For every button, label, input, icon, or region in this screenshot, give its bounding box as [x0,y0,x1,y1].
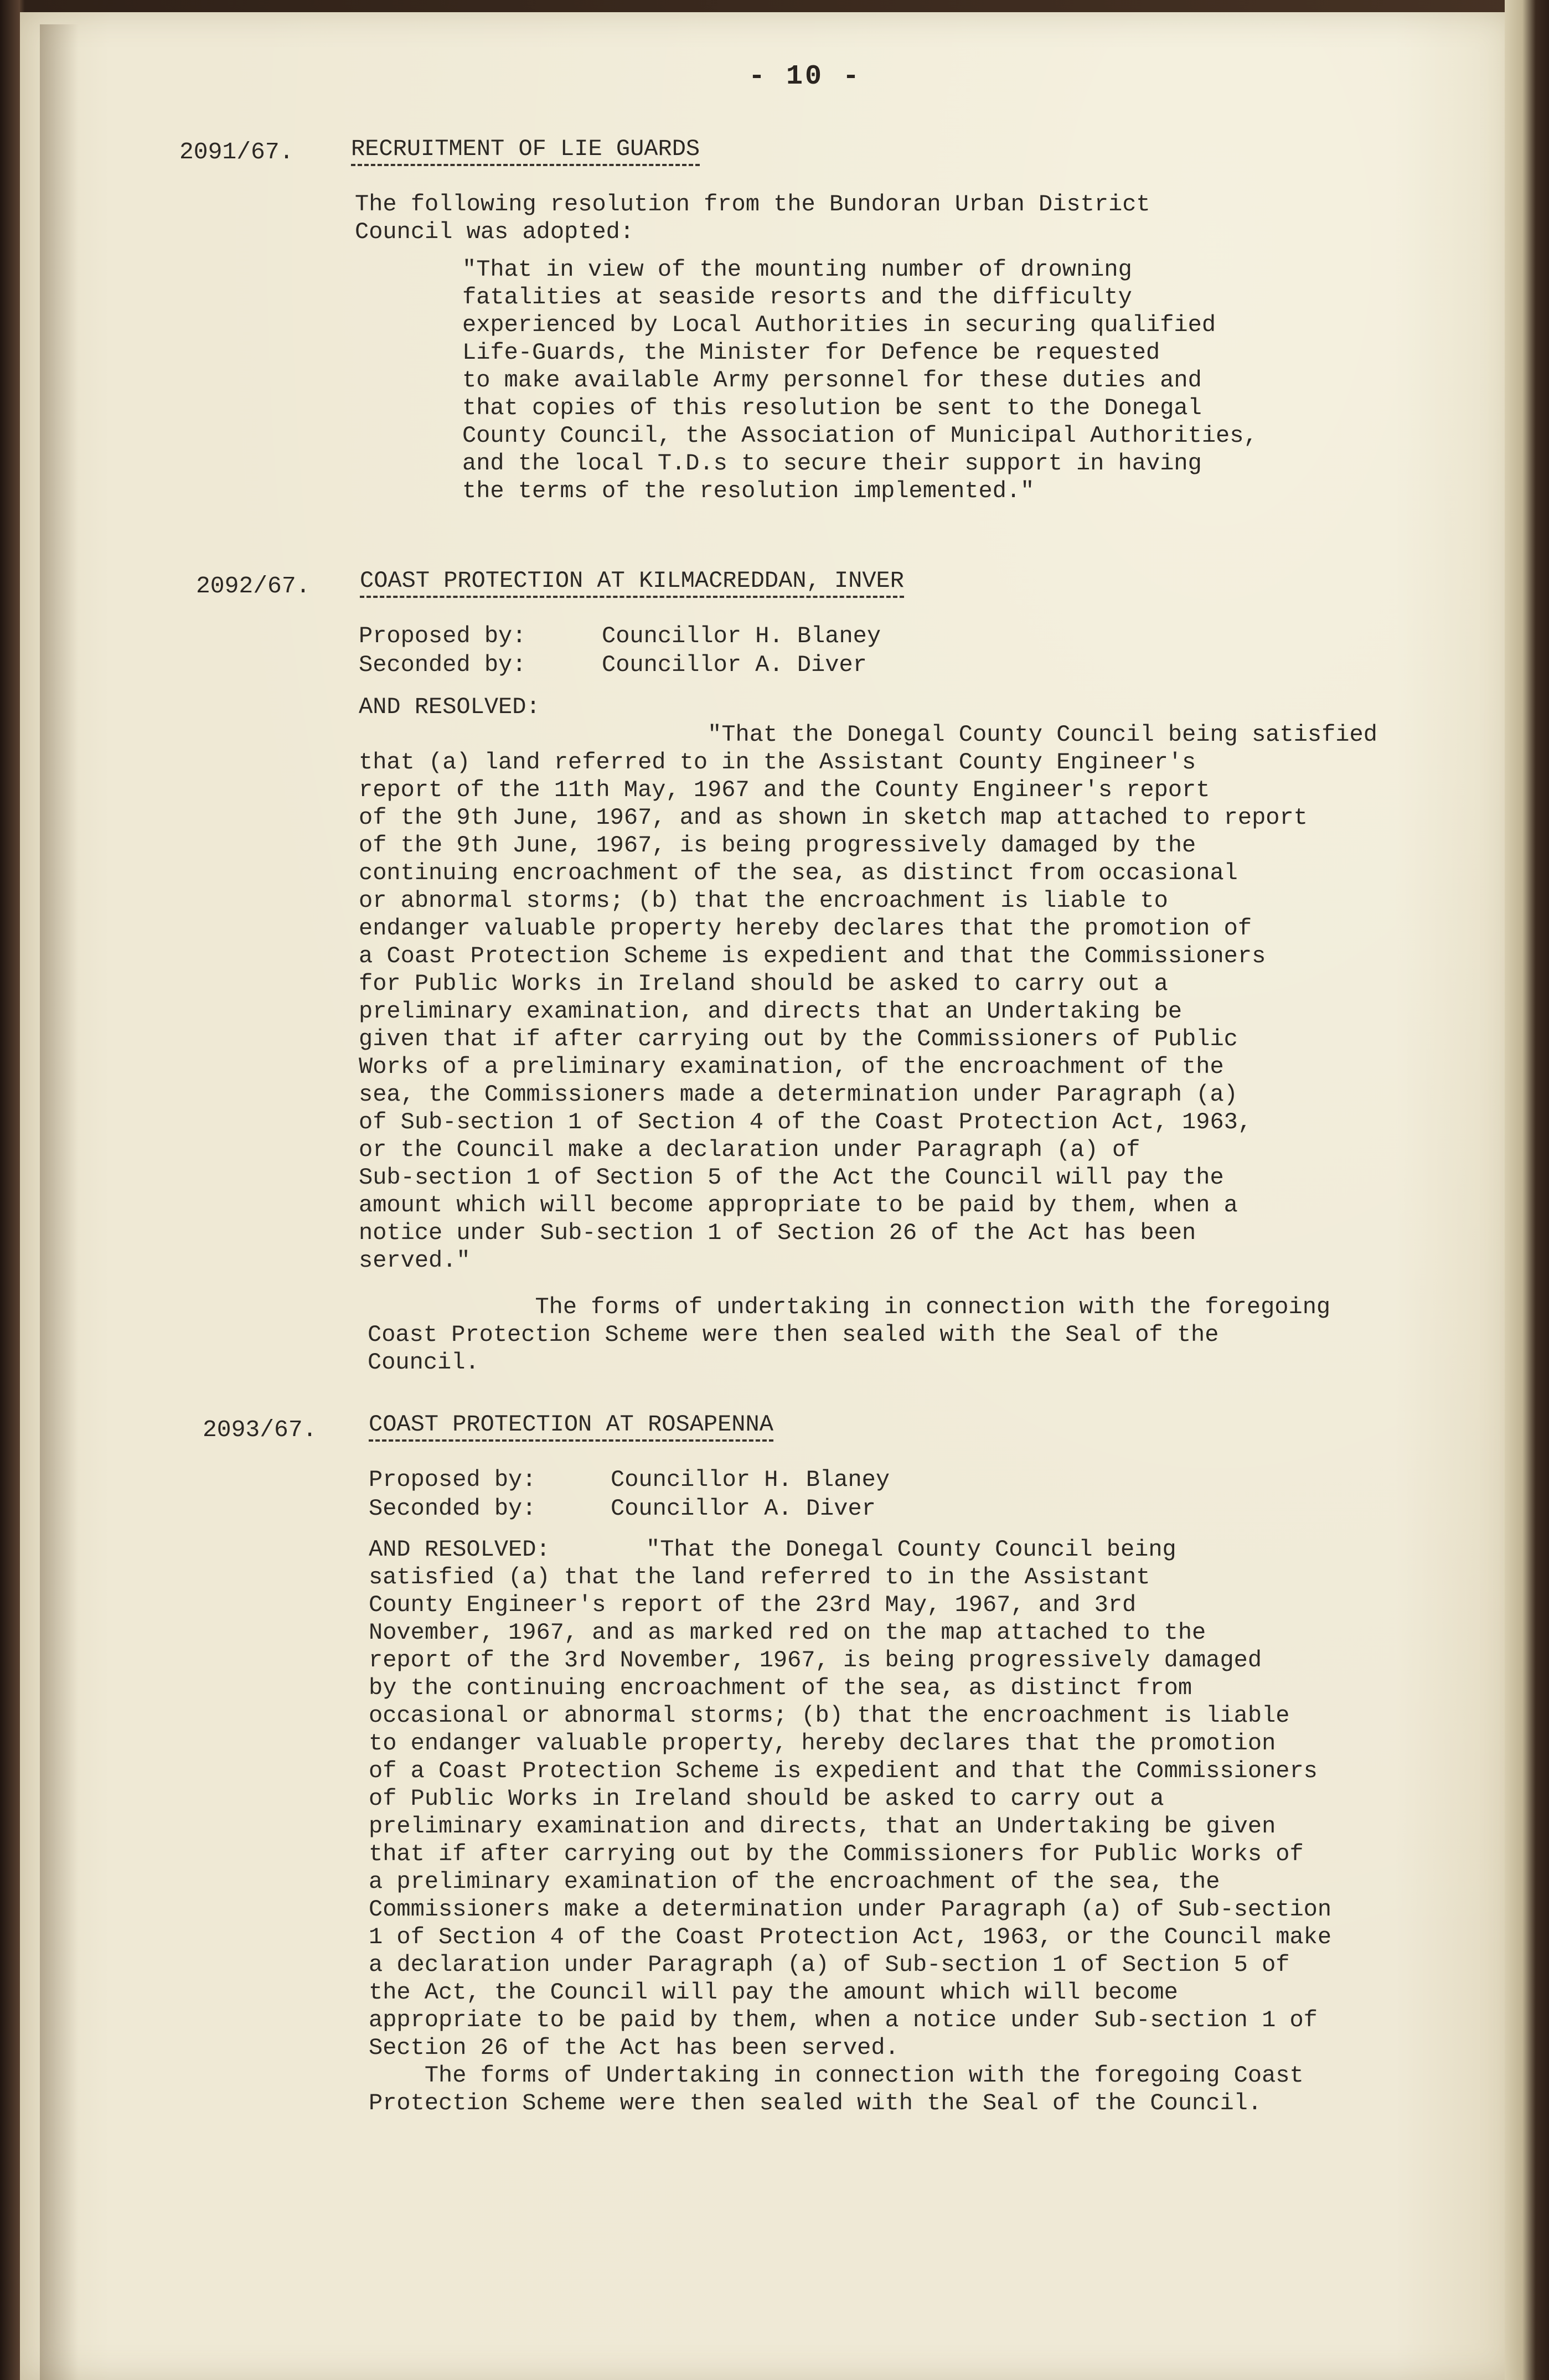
book-binding-left [0,0,20,2380]
page-number: - 10 - [748,61,862,92]
sealing-note [368,1266,1330,1404]
minute-number: 2092/67. [196,572,311,600]
quoted-resolution: "That in view of the mounting number of drowning fatalities at seaside resorts and the difficulty experienced by Local Authorities in securing qualified Life-Guards, the Minister for Defence be requested to make available Army personnel for these duties and that copies of this resolution be sent to the Donegal County Council, the Association of Municipal Authorities, and the local T.D.s to secure their support in having the terms of the resolution implemented." [462,256,1258,504]
proposed-by-name: Councillor H. Blaney [602,623,881,649]
minute-heading: COAST PROTECTION AT KILMACREDDAN, INVER [360,567,904,598]
minute-intro: The following resolution from the Bundoran Urban District Council was adopted: [355,191,1150,245]
document-page [20,12,1515,2380]
minute-heading: COAST PROTECTION AT ROSAPENNA [369,1411,773,1442]
seconded-by-name: Councillor A. Diver [602,652,867,678]
resolved-label: AND RESOLVED: [359,694,540,720]
proposed-by-name: Councillor H. Blaney [611,1467,890,1493]
resolution-first-line: "That the Donegal County Council being [646,1536,1176,1563]
minute-number: 2091/67. [179,138,294,166]
resolution-text [359,693,1377,1302]
minute-heading: RECRUITMENT OF LIE GUARDS [351,135,700,166]
resolution-text: satisfied (a) that the land referred to in the Assistant County Engineer's report of the 23rd May, 1967, and 3rd November, 1967, and as marked red on the map attached to the report of the 3rd November, 1967, is being progressively damaged by the continuing encroachment of the sea, as distinct from occasional or abnormal storms; (b) that the encroachment is liable to endanger valuable property, hereby declares that the promotion of a Coast Protection Scheme is expedient and that the Commissioners of Public Works in Ireland should be asked to carry out a preliminary examination and directs, that an Undertaking be given that if after carrying out by the Commissioners for Public Works of a preliminary examination of the encroachment of the sea, the Commissioners make a determination under Paragraph (a) of Sub-section 1 of Section 4 of the Coast Protection Act, 1963, or the Council make a declaration under Paragraph (a) of Sub-section 1 of Section 5 of the Act, the Council will pay the amount which will become appropriate to be paid by them, when a notice under Sub-section 1 of Section 26 of the Act has been served. [369,1564,1332,2061]
proposed-by-label: Proposed by: [359,623,526,649]
proposed-by-label: Proposed by: [369,1467,536,1493]
minute-number: 2093/67. [203,1416,317,1443]
resolved-label: AND RESOLVED: [369,1536,550,1563]
sealing-text: The forms of undertaking in connection with the foregoing Coast Protection Scheme were then sealed with the Seal of the Council. [368,1294,1331,1376]
sealing-note: The forms of Undertaking in connection with the foregoing Coast Protection Scheme were then sealed with the Seal of the Council. [369,2062,1304,2116]
seconded-by-name: Councillor A. Diver [611,1495,876,1522]
resolution-body: "That the Donegal County Council being satisfied that (a) land referred to in the Assistant County Engineer's report of the 11th May, 1967 and the County Engineer's report of the 9th June, 1967, and as shown in sketch map attached to report of the 9th June, 1967, is being progressively damaged by the continuing encroachment of the sea, as distinct from occasional or abnormal storms; (b) that the encroachment is liable to endanger valuable property hereby declares that the promotion of a Coast Protection Scheme is expedient and that the Commissioners for Public Works in Ireland should be asked to carry out a preliminary examination, and directs that an Undertaking be given that if after carrying out by the Commissioners of Public Works of a preliminary examination, of the encroachment of the sea, the Commissioners made a determination under Paragraph (a) of Sub-section 1 of Section 4 of the Coast Protection Act, 1963, or the Council make a declaration under Paragraph (a) of Sub-section 1 of Section 5 of the Act the Council will pay the amount which will become appropriate to be paid by them, when a notice under Sub-section 1 of Section 26 of the Act has been served." [359,721,1377,1274]
book-page-edge-right [1505,0,1549,2380]
seconded-by-label: Seconded by: [359,652,526,678]
page-gutter-shadow [40,24,79,2380]
seconded-by-label: Seconded by: [369,1495,536,1522]
